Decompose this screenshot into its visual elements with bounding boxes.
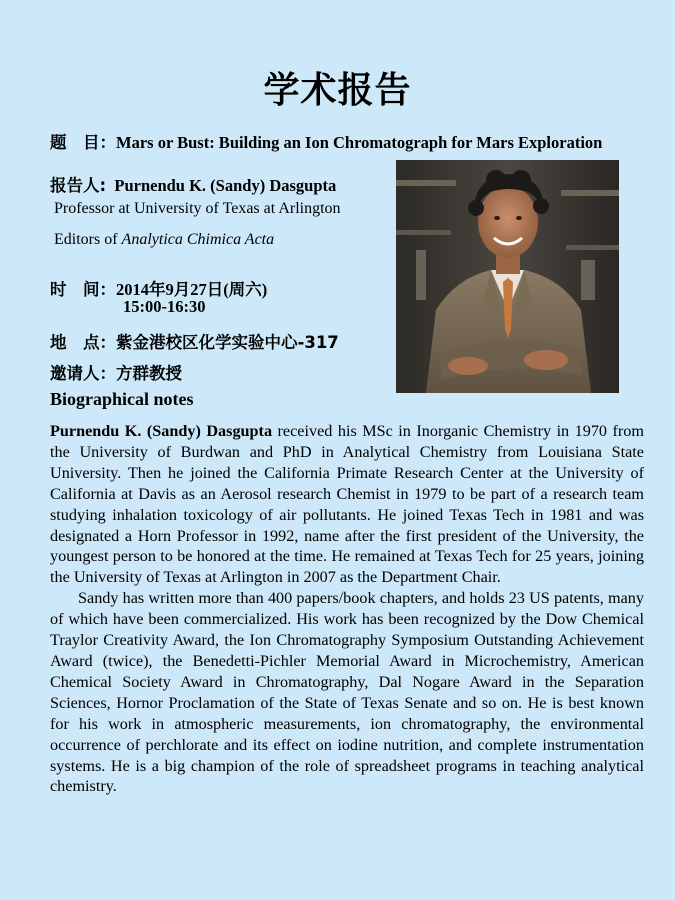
bio-body — [50, 421, 644, 797]
place-value: 紫金港校区化学实验中心-317 — [116, 333, 339, 352]
topic-text: Mars or Bust: Building an Ion Chromatograph for Mars Exploration — [116, 133, 603, 152]
speaker-photo — [396, 160, 619, 393]
poster-title: 学术报告 — [263, 70, 412, 111]
place-line — [50, 329, 339, 353]
topic-line — [50, 129, 650, 153]
journal-name: Analytica Chimica Acta — [121, 231, 275, 248]
speaker-line — [50, 172, 336, 196]
host-label: 邀请人： — [50, 364, 116, 383]
time-date: 2014年9月27日(周六) — [116, 280, 268, 299]
topic-label: 题 目： — [50, 133, 116, 152]
speaker-affiliation: Professor at University of Texas at Arlington — [54, 200, 341, 217]
speaker-name: Purnendu K. (Sandy) Dasgupta — [114, 176, 337, 195]
bio-heading: Biographical notes — [50, 389, 194, 409]
place-label: 地 点： — [50, 333, 116, 352]
bio-paragraph-2: Sandy has written more than 400 papers/book chapters, and holds 23 US patents, many of which have been commercialized. His work has been recognized by the Dow Chemical Traylor Creativity Award, the Ion Chromatography Symposium Outstanding Achievement Award (twice), the Benedetti-Pichler Memorial Award in Microchemistry, American Chemical Society Award in Chromatography, Dal Nogare Award in the Separation Sciences, Hornor Proclamation of the State of Texas Senate and so on. He is best known for his work in atmospheric measurements, ion chromatography, the environmental occurrence of perchlorate and its effect on iodine nutrition, and complete instrumentation systems. He is a big champion of the role of spreadsheet programs in teaching analytical chemistry. — [50, 589, 644, 796]
bio-paragraph-1 — [50, 421, 644, 588]
time-label: 时 间： — [50, 280, 116, 299]
host-line — [50, 360, 182, 384]
bio-name: Purnendu K. (Sandy) Dasgupta — [50, 422, 273, 440]
bio-paragraph-1-text: received his MSc in Inorganic Chemistry in 1970 from the University of Burdwan and PhD in Analytical Chemistry from Louisiana State University. Then he joined the California Primate Research Center at the University of California at Davis as an Aerosol research Chemist in 1979 to be part of a research team studying inhalation toxicology of air pollutants. He joined Texas Tech in 1981 and was designated a Horn Professor in 1992, name after the first president of the University, the youngest person to be honored at the time. He remained at Texas Tech for 25 years, joining the University of Texas at Arlington in 2007 as the Department Chair. — [50, 422, 644, 587]
speaker-portrait-image — [396, 160, 619, 393]
editors-prefix: Editors of — [54, 231, 122, 248]
time-hours: 15:00-16:30 — [123, 297, 206, 316]
speaker-label: 报告人: — [50, 176, 107, 195]
speaker-editorship — [54, 231, 274, 249]
host-value: 方群教授 — [116, 364, 182, 383]
